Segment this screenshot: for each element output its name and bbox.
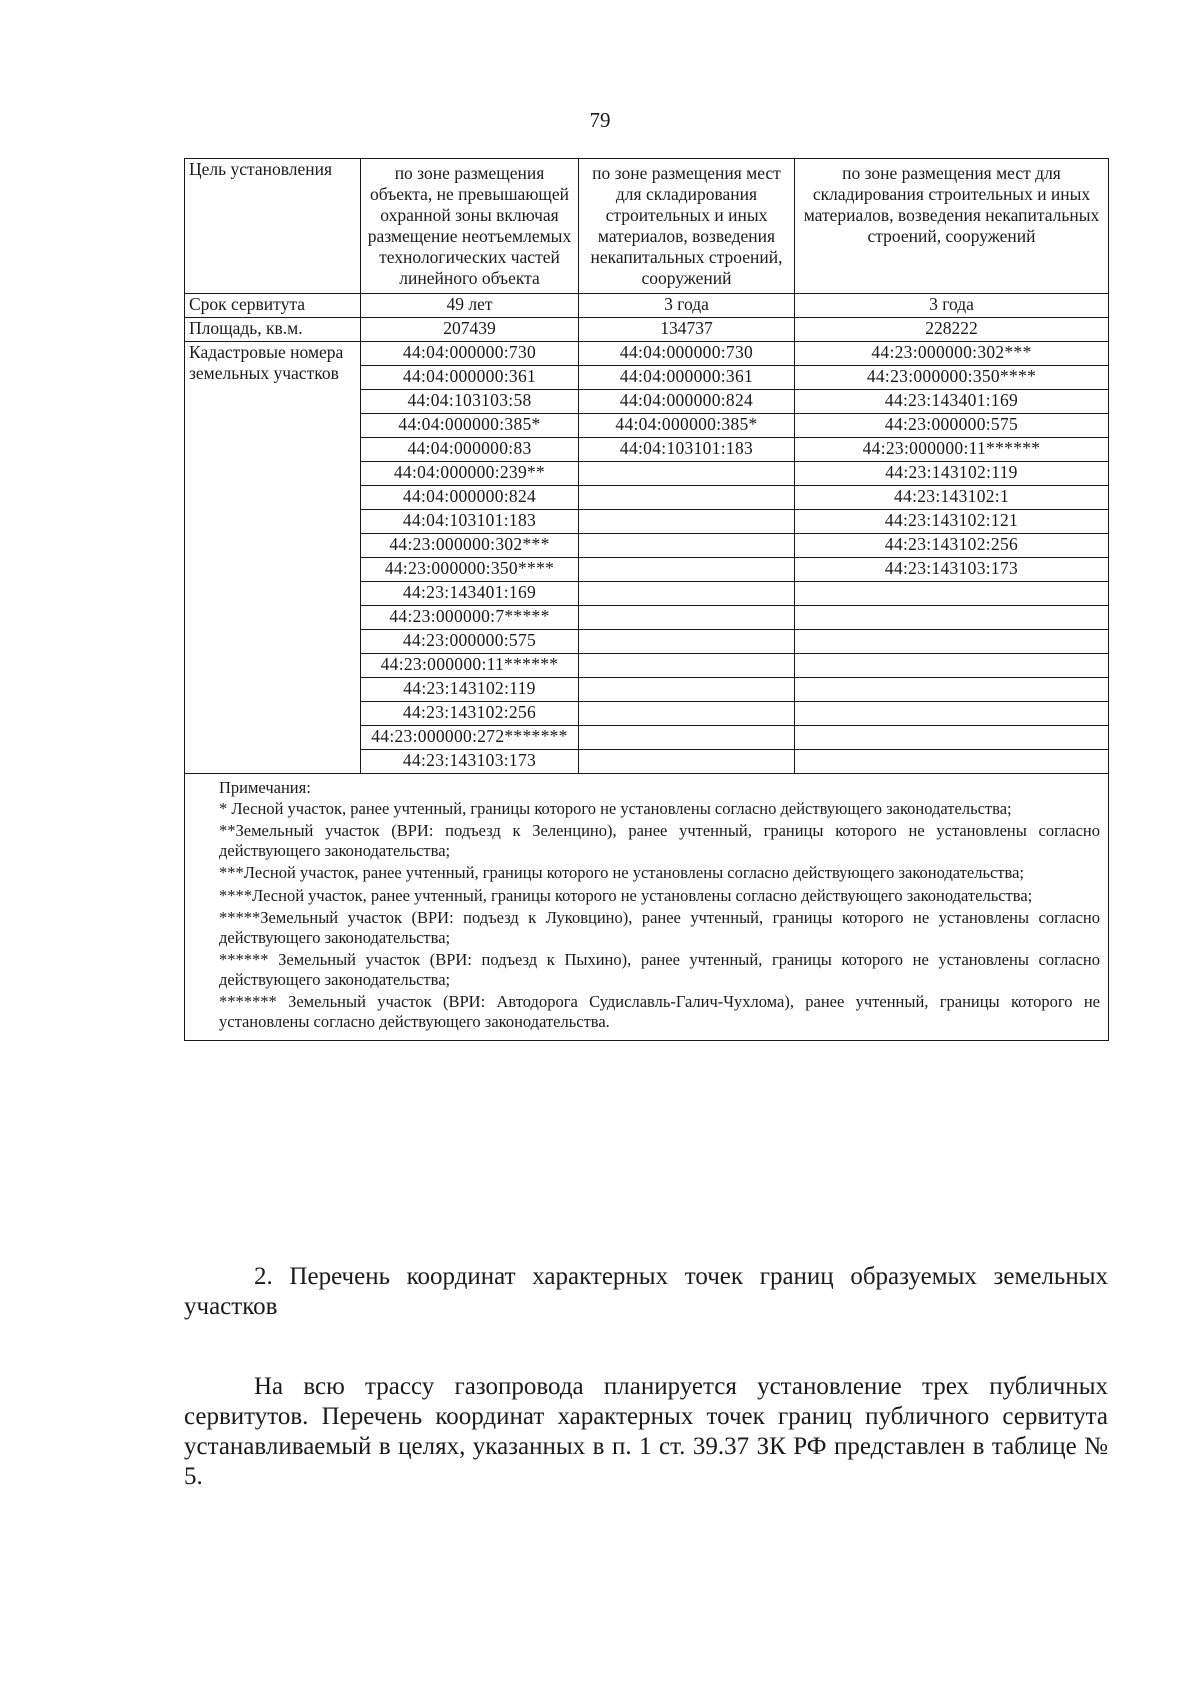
cadastral-col2-cell xyxy=(579,582,795,606)
cadastral-col3-cell: 44:23:000000:11****** xyxy=(795,438,1109,462)
term-label: Срок сервитута xyxy=(185,294,361,318)
note-item: * Лесной участок, ранее учтенный, границы которого не установлены согласно действующего законодательства; xyxy=(219,798,1012,818)
cadastral-col3-cell: 44:23:143102:1 xyxy=(795,486,1109,510)
cadastral-col2-cell xyxy=(579,726,795,750)
cadastral-col2-cell xyxy=(579,558,795,582)
note-item: *****Земельный участок (ВРИ: подъезд к Луковцино), ранее учтенный, границы которого не установлены согласно действующего законодательства; xyxy=(219,908,1100,947)
note-item: ******* Земельный участок (ВРИ: Автодорога Судиславль-Галич-Чухлома), ранее учтенный, границы которого не установлены согласно действующего законодательства. xyxy=(219,992,1100,1031)
note-item: ****Лесной участок, ранее учтенный, границы которого не установлены согласно действующего законодательства; xyxy=(219,885,1033,905)
area-col3: 228222 xyxy=(795,318,1109,342)
note-item: ****** Земельный участок (ВРИ: подъезд к Пыхино), ранее учтенный, границы которого не установлены согласно действующего законодательства; xyxy=(219,950,1100,989)
cadastral-col3-cell: 44:23:143401:169 xyxy=(795,390,1109,414)
cadastral-col1-cell: 44:04:000000:730 xyxy=(361,342,579,366)
row-term xyxy=(185,294,1109,318)
note-item: ***Лесной участок, ранее учтенный, границы которого не установлены согласно действующего законодательства; xyxy=(219,863,1024,882)
section-heading: 2. Перечень координат характерных точек границ образуемых земельных участков xyxy=(184,1263,1108,1320)
cadastral-col3-cell xyxy=(795,726,1109,750)
cadastral-col2-cell: 44:04:000000:385* xyxy=(579,414,795,438)
cadastral-col2-cell xyxy=(579,630,795,654)
cadastral-col2-cell xyxy=(579,606,795,630)
purpose-col1: по зоне размещения объекта, не превышающей охранной зоны включая размещение неотъемлемых технологических частей линейного объекта xyxy=(361,159,579,294)
term-col3: 3 года xyxy=(795,294,1109,318)
servitude-table xyxy=(184,158,1109,1041)
area-label: Площадь, кв.м. xyxy=(185,318,361,342)
cadastral-col1-cell: 44:04:000000:824 xyxy=(361,486,579,510)
purpose-label: Цель установления xyxy=(185,159,361,294)
cadastral-col3-cell: 44:23:000000:350**** xyxy=(795,366,1109,390)
cadastral-col3-cell xyxy=(795,702,1109,726)
cadastral-col3-cell xyxy=(795,678,1109,702)
cadastral-col2-cell xyxy=(579,702,795,726)
cadastral-col1-cell: 44:23:000000:575 xyxy=(361,630,579,654)
cadastral-col2-cell xyxy=(579,678,795,702)
cadastral-col3-cell: 44:23:143102:119 xyxy=(795,462,1109,486)
cadastral-col2-cell xyxy=(579,462,795,486)
cadastral-col2-cell xyxy=(579,654,795,678)
cadastral-label: Кадастровые номера земельных участков xyxy=(185,342,361,774)
row-area xyxy=(185,318,1109,342)
cadastral-col3-cell xyxy=(795,750,1109,774)
cadastral-col2-cell: 44:04:000000:730 xyxy=(579,342,795,366)
body-paragraph: На всю трассу газопровода планируется установление трех публичных сервитутов. Перечень координат характерных точек границ публичного сервитута устанавливаемый в целях, указанных в п. 1 ст. 39.37 ЗК РФ представлен в таблице № 5. xyxy=(184,1373,1108,1490)
row-purpose xyxy=(185,159,1109,294)
cadastral-col2-cell xyxy=(579,750,795,774)
cadastral-col1-cell: 44:04:000000:83 xyxy=(361,438,579,462)
cadastral-col3-cell: 44:23:143102:121 xyxy=(795,510,1109,534)
area-col1: 207439 xyxy=(361,318,579,342)
cadastral-col1-cell: 44:04:000000:239** xyxy=(361,462,579,486)
notes-list xyxy=(219,799,1100,1032)
notes-cell xyxy=(185,774,1109,1041)
note-item: **Земельный участок (ВРИ: подъезд к Зеленцино), ранее учтенный, границы которого не установлены согласно действующего законодательства; xyxy=(219,821,1100,860)
cadastral-col3-cell xyxy=(795,630,1109,654)
cadastral-col1-cell: 44:23:143102:256 xyxy=(361,702,579,726)
cadastral-col1-cell: 44:23:000000:350**** xyxy=(361,558,579,582)
cadastral-col3-cell: 44:23:143103:173 xyxy=(795,558,1109,582)
page-number: 79 xyxy=(589,108,611,132)
cadastral-col2-cell xyxy=(579,486,795,510)
cadastral-col2-cell: 44:04:000000:361 xyxy=(579,366,795,390)
cadastral-col1-cell: 44:23:000000:302*** xyxy=(361,534,579,558)
cadastral-col2-cell xyxy=(579,534,795,558)
cadastral-col1-cell: 44:23:143401:169 xyxy=(361,582,579,606)
cadastral-col1-cell: 44:04:103101:183 xyxy=(361,510,579,534)
term-col2: 3 года xyxy=(579,294,795,318)
cadastral-col1-cell: 44:23:143103:173 xyxy=(361,750,579,774)
cadastral-col3-cell: 44:23:000000:302*** xyxy=(795,342,1109,366)
cadastral-row xyxy=(185,342,1109,366)
cadastral-col1-cell: 44:23:000000:7***** xyxy=(361,606,579,630)
cadastral-col1-cell: 44:04:000000:361 xyxy=(361,366,579,390)
cadastral-col1-cell: 44:04:000000:385* xyxy=(361,414,579,438)
cadastral-col3-cell xyxy=(795,654,1109,678)
cadastral-col2-cell: 44:04:103101:183 xyxy=(579,438,795,462)
cadastral-col1-cell: 44:04:103103:58 xyxy=(361,390,579,414)
cadastral-col1-cell: 44:23:000000:272******* xyxy=(361,726,579,750)
cadastral-col3-cell xyxy=(795,606,1109,630)
notes-title: Примечания: xyxy=(219,778,311,797)
cadastral-col3-cell xyxy=(795,582,1109,606)
cadastral-col3-cell: 44:23:143102:256 xyxy=(795,534,1109,558)
notes-row xyxy=(185,774,1109,1041)
cadastral-col1-cell: 44:23:000000:11****** xyxy=(361,654,579,678)
cadastral-col2-cell xyxy=(579,510,795,534)
cadastral-col3-cell: 44:23:000000:575 xyxy=(795,414,1109,438)
purpose-col2: по зоне размещения мест для складирования строительных и иных материалов, возведения некапитальных строений, сооружений xyxy=(579,159,795,294)
cadastral-col1-cell: 44:23:143102:119 xyxy=(361,678,579,702)
purpose-col3: по зоне размещения мест для складирования строительных и иных материалов, возведения некапитальных строений, сооружений xyxy=(795,159,1109,294)
area-col2: 134737 xyxy=(579,318,795,342)
term-col1: 49 лет xyxy=(361,294,579,318)
cadastral-col2-cell: 44:04:000000:824 xyxy=(579,390,795,414)
